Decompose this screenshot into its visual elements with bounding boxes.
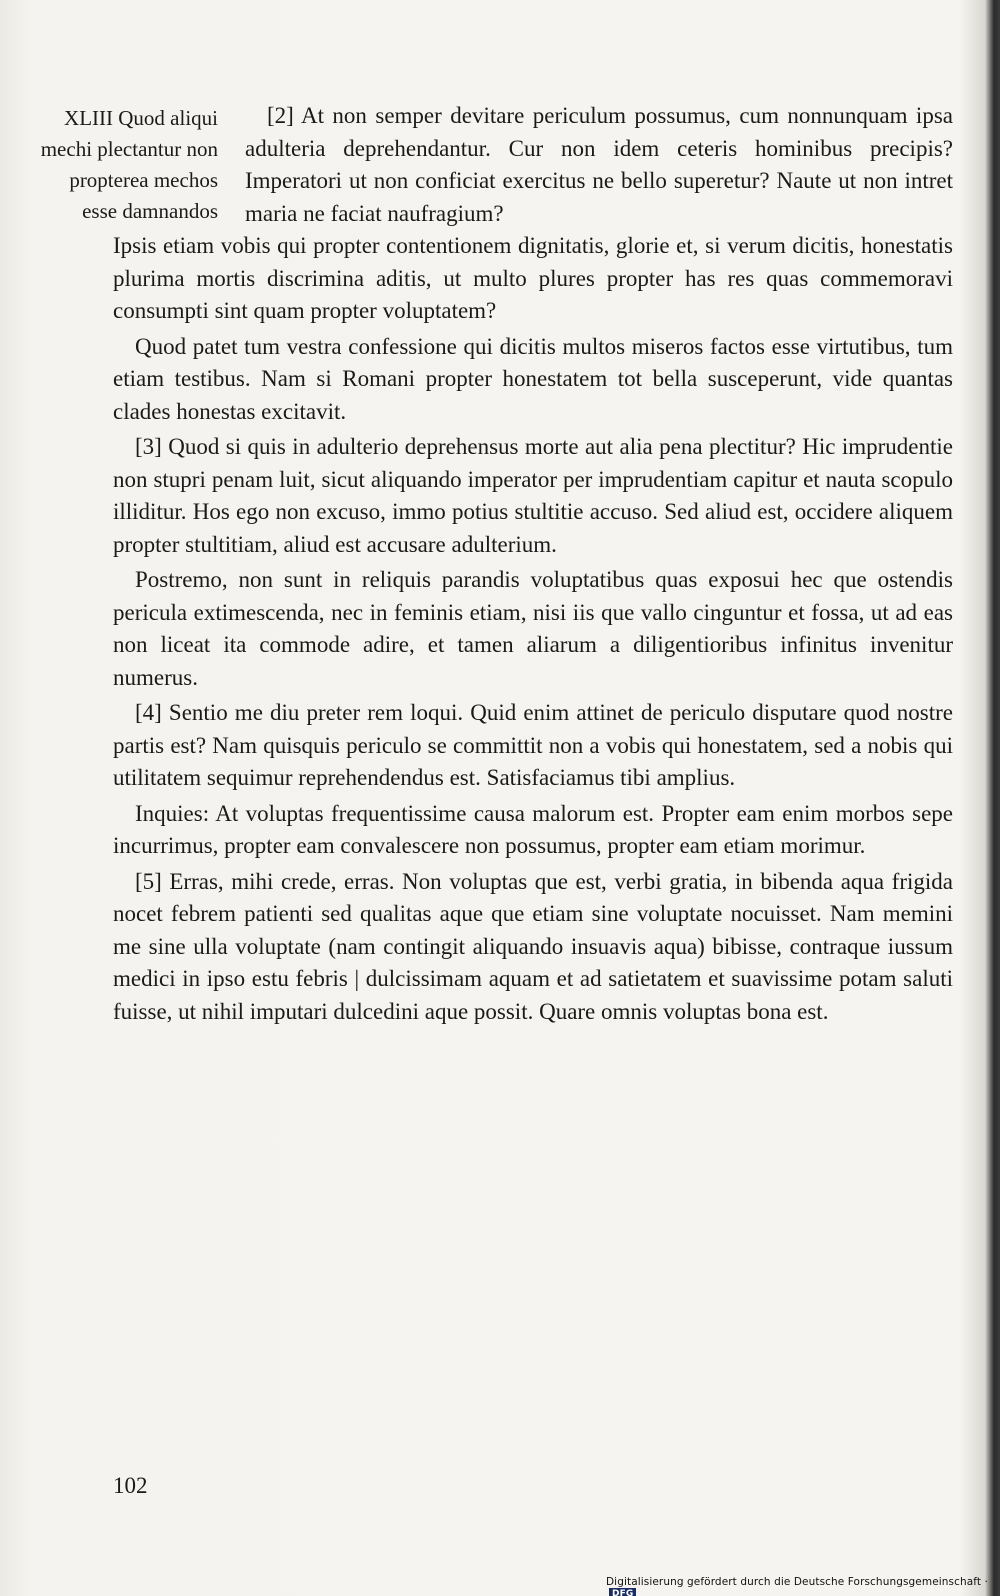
paragraph: Inquies: At voluptas frequentissime causa malorum est. Propter eam enim morbos sepe incurrimus, propter eam convalescere non possumus, propter eam etiam morimur. bbox=[113, 800, 953, 858]
paragraph: [4] Sentio me diu preter rem loqui. Quid enim attinet de periculo disputare quod nostre partis est? Nam quisquis periculo se committit non a vobis qui honestatem, sed a nobis qui utilitatem sequimur reprehendendus est. Satisfaciamus tibi amplius. bbox=[113, 700, 953, 790]
digitization-footer bbox=[606, 1576, 1000, 1596]
paragraph: Postremo, non sunt in reliquis parandis voluptatibus quas exposui hec que ostendis pericula extimescenda, nec in feminis etiam, nisi iis que vallo cinguntur et fossa, ut ad eas non liceat ita commode adire, et tamen aliarum a diligentioribus infinitus invenitur numerus. bbox=[113, 567, 953, 690]
paragraph bbox=[113, 100, 953, 328]
margin-note-line: propterea mechos bbox=[69, 168, 218, 192]
paragraph: [5] Erras, mihi crede, erras. Non voluptas que est, verbi gratia, in bibenda aqua frigida nocet febrem patienti sed qualitas aque que etiam sine voluptate nocuisset. Nam memini me sine ulla voluptate (nam contingit aliquando insuavis aqua) bibisse, contraque iussum medici in ipso estu febris | dulcissimam aquam et ad satietatem et suavissime potam saluti fuisse, ut nihil imputari dulcedini aque possit. Quare omnis voluptas bona est. bbox=[113, 868, 953, 1024]
footer-text: Digitalisierung gefördert durch die Deutsche Forschungsgemeinschaft · bbox=[606, 1576, 988, 1588]
margin-note-line: esse damnandos bbox=[82, 199, 218, 223]
dfg-logo: DFG bbox=[609, 1588, 636, 1596]
margin-note-line: XLIII Quod aliqui bbox=[64, 106, 218, 130]
page-number: 102 bbox=[113, 1473, 148, 1498]
paragraph: [3] Quod si quis in adulterio deprehensus morte aut alia pena plectitur? Hic imprudentie non stupri penam luit, sicut aliquando imperator per imprudentiam capitur et nauta scopulo illiditur. Hos ego non excuso, immo potius stultitie accuso. Sed aliud est, occidere aliquem propter stultitiam, aliud est accusare adulterium. bbox=[113, 434, 953, 557]
paragraph-head: [2] At non semper devitare periculum possumus, cum nonnunquam ipsa adulteria deprehendantur. Cur non idem ceteris hominibus precipis? Imperatori ut non conficiat exercitus ne bello superetur? Naute ut non intret maria ne faciat naufragium? bbox=[245, 103, 953, 226]
margin-note-line: mechi plectantur non bbox=[40, 137, 218, 161]
paragraph-tail: Ipsis etiam vobis qui propter contentionem dignitatis, glorie et, si verum dicitis, honestatis plurima mortis discrimina aditis, ut multo plures propter has res quas commemoravi consumpti sint quam propter voluptatem? bbox=[113, 233, 953, 323]
paragraph: Quod patet tum vestra confessione qui dicitis multos miseros factos esse virtutibus, tum etiam testibus. Nam si Romani propter honestatem tot bella susceperunt, vide quantas clades honestas excitavit. bbox=[113, 333, 953, 424]
main-text bbox=[113, 100, 953, 1031]
